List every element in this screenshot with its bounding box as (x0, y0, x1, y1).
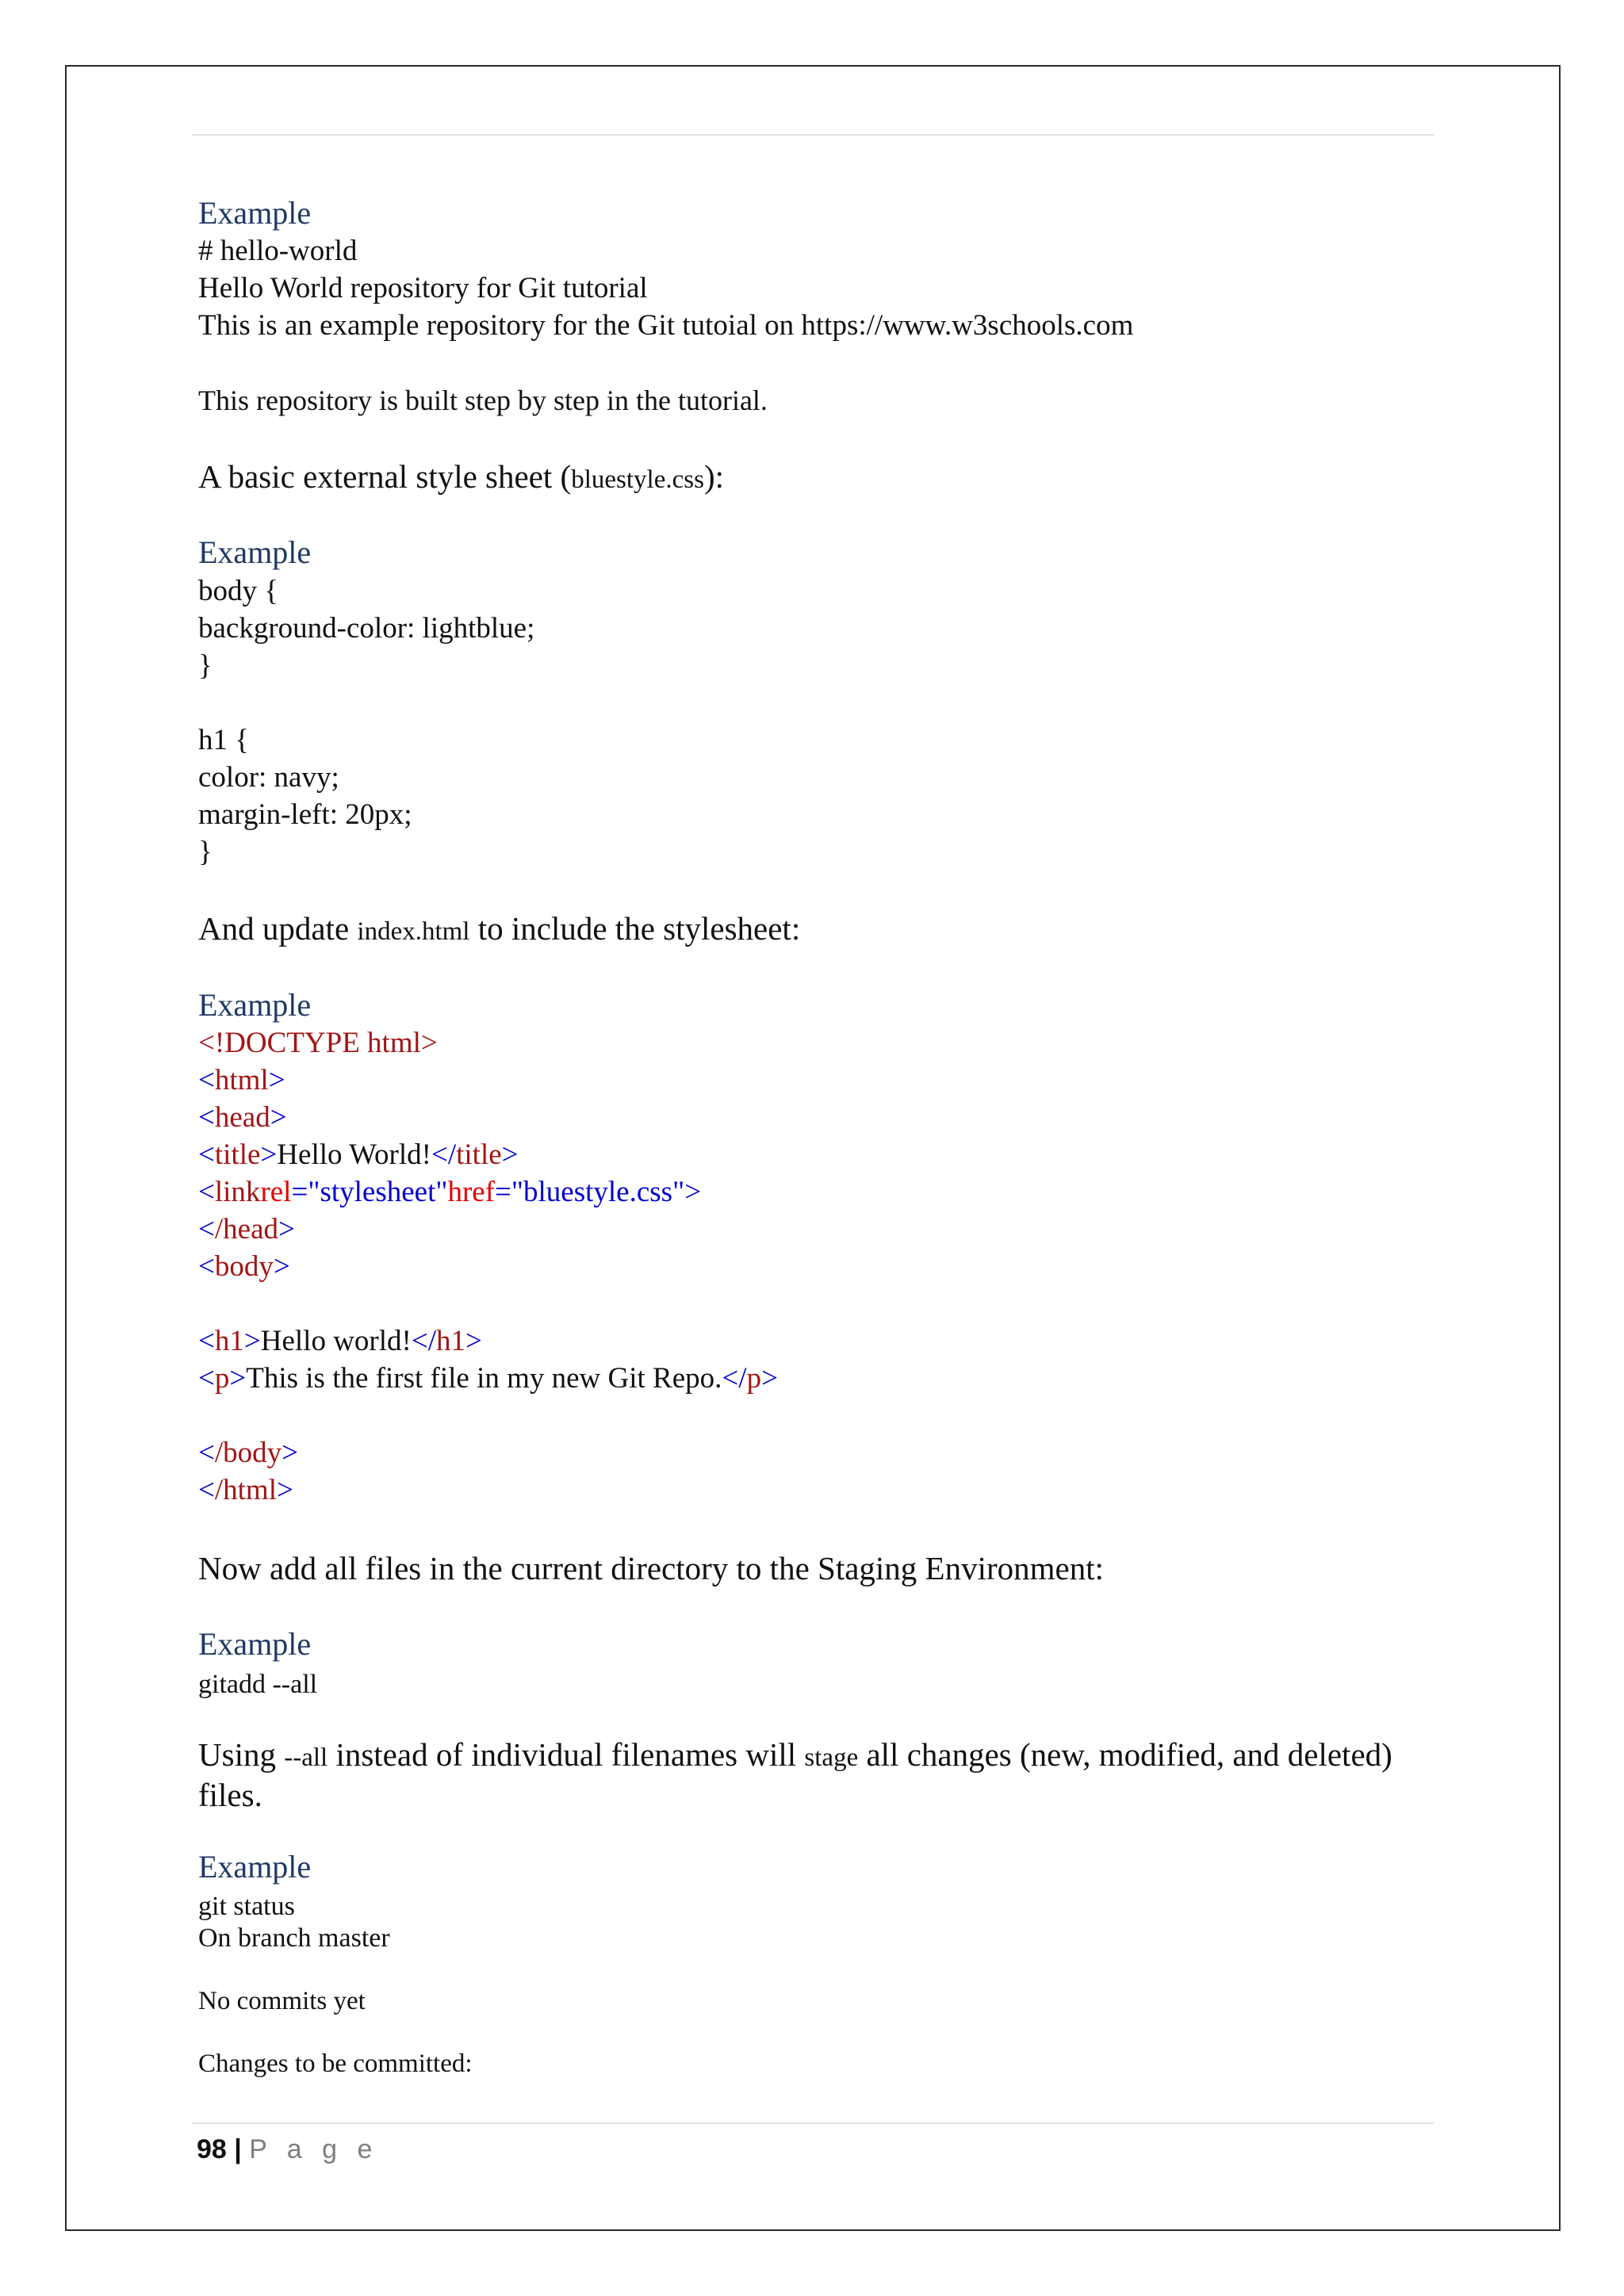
code-line: <head> (198, 1101, 287, 1134)
readme-line: # hello-world (198, 235, 358, 267)
code-line: Changes to be committed: (198, 2049, 473, 2078)
readme-line: Hello World repository for Git tutorial (198, 272, 648, 304)
page-label: P a g e (249, 2134, 379, 2164)
css-intro-text: A basic external style sheet (bluestyle.css): (198, 458, 724, 495)
code-line: <linkrel="stylesheet"href="bluestyle.css"> (198, 1176, 702, 1208)
code-line: No commits yet (198, 1987, 366, 2015)
example-heading: Example (198, 987, 312, 1023)
header-rule (192, 134, 1434, 136)
code-line: } (198, 836, 213, 868)
example-heading: Example (198, 195, 312, 231)
add-intro-text: Now add all files in the current directory to the Staging Environment: (198, 1550, 1105, 1586)
readme-line: This repository is built step by step in the tutorial. (198, 385, 768, 416)
using-all-paragraph: Using --all instead of individual filenames will stage all changes (new, modified, and deleted) files. (198, 1736, 1392, 1813)
stage-word: stage (804, 1743, 859, 1772)
css-filename: bluestyle.css (571, 465, 704, 494)
code-line: <h1>Hello world!</h1> (198, 1325, 482, 1357)
all-flag: --all (284, 1743, 328, 1772)
code-line: </body> (198, 1437, 299, 1469)
code-line: </head> (198, 1213, 295, 1246)
footer-separator: | (234, 2134, 242, 2164)
code-line: body { (198, 575, 279, 607)
example-heading: Example (198, 1849, 312, 1885)
code-line: margin-left: 20px; (198, 798, 412, 831)
code-line: background-color: lightblue; (198, 612, 535, 645)
code-line: git status (198, 1892, 295, 1921)
code-line: On branch master (198, 1923, 390, 1953)
example-heading: Example (198, 1626, 312, 1662)
code-line: </html> (198, 1474, 293, 1506)
code-line: h1 { (198, 724, 250, 756)
code-line: <p>This is the first file in my new Git Repo.</p> (198, 1362, 778, 1395)
html-filename: index.html (357, 917, 470, 946)
code-line: color: navy; (198, 761, 339, 794)
code-line: <body> (198, 1250, 290, 1283)
code-line: gitadd --all (198, 1670, 318, 1699)
page-footer (197, 2136, 378, 2163)
html-intro-text: And update index.html to include the stylesheet: (198, 910, 801, 947)
code-line: <title>Hello World!</title> (198, 1138, 519, 1171)
footer-rule (192, 2122, 1434, 2124)
example-heading: Example (198, 534, 312, 570)
code-line: } (198, 649, 213, 682)
readme-line: This is an example repository for the Git tutoial on https://www.w3schools.com (198, 309, 1134, 342)
page-number: 98 (197, 2134, 227, 2164)
code-line-doctype: <!DOCTYPE html> (198, 1027, 438, 1059)
code-line: <html> (198, 1064, 285, 1096)
